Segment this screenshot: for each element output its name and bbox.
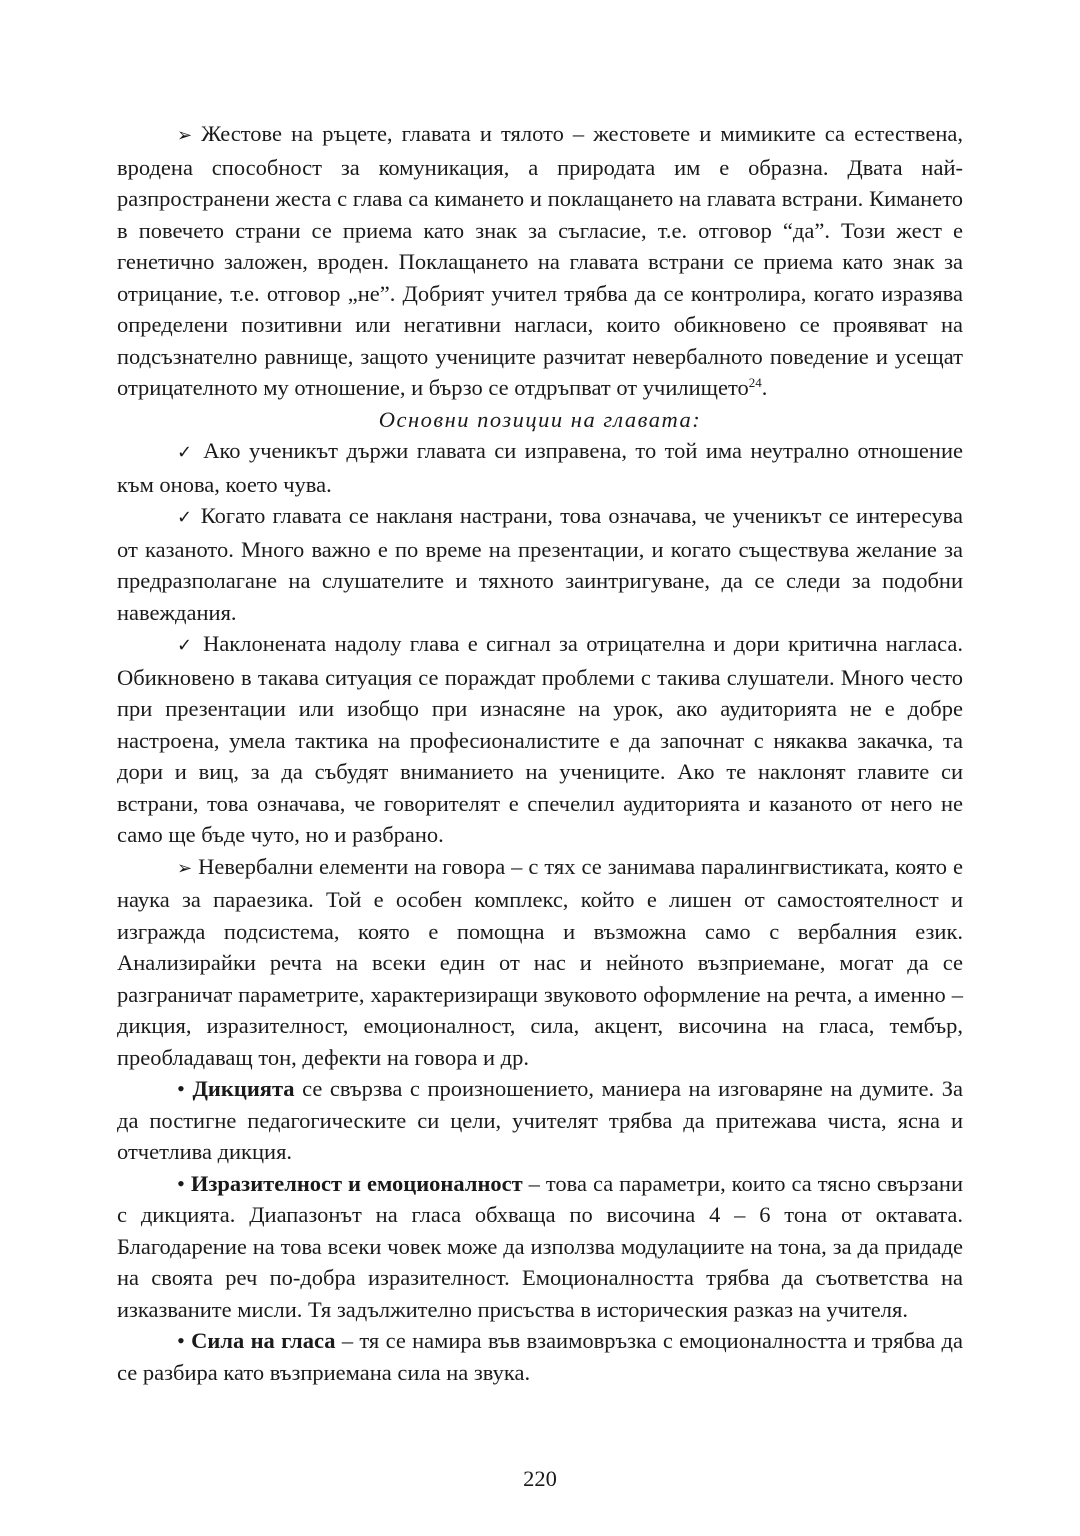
paragraph-text: – тя се намира във взаимовръзка с емоционалността и трябва да се разбира като възприемана сила на звука. [117,1328,963,1385]
arrow-bullet-icon: ➢ [177,125,193,146]
paragraph-gestures [117,118,963,404]
paragraph-text: Наклонената надолу глава е сигнал за отрицателна и дори критична нагласа. Обикновено в такава ситуация се пораждат проблеми с такива слушатели. Много често при презентации или изобщо при изнасяне на урок, ако аудиторията не е добре настроена, умела тактика на професионалистите е да започнат с някаква закачка, та дори и виц, за да събудят вниманието на учениците. Ако те наклонят главите си встрани, това означава, че говорителят е спечелил аудиторията и казаното от него не само ще бъде чуто, но и разбрано. [117,631,963,847]
paragraph-diction [117,1073,963,1168]
paragraph-text: Ако ученикът държи главата си изправена, то той има неутрално отношение към онова, което чува. [117,438,963,497]
paragraph-head-down [117,628,963,851]
paragraph-head-upright [117,435,963,500]
arrow-bullet-icon: ➢ [177,857,193,879]
check-bullet-icon: ✓ [177,635,195,656]
bullet-icon: • [177,1170,185,1196]
page-number: 220 [523,1466,557,1491]
check-bullet-icon: ✓ [177,442,195,463]
page-body [117,118,963,1388]
bullet-icon: • [177,1076,185,1101]
paragraph-expressiveness [117,1168,963,1326]
paragraph-text: Жестове на ръцете, главата и тялото – жестовете и мимиките са естествена, вродена способност за комуникация, а природата им е образна. Двата най-разпространени жеста с глава са кимането и поклащането на главата встрани. Кимането в повечето страни се приема като знак за съгласие, т.е. отговор “да”. Този жест е генетично заложен, вроден. Поклащането на главата встрани се приема като знак за отрицание, т.е. отговор „не”. Добрият учител трябва да се контролира, когато изразява определени позитивни или негативни нагласи, които обикновено се проявяват на подсъзнателно равнище, защото учениците разчитат невербалното поведение и усещат отрицателното му отношение, и бързо се отдръпват от училището [117,121,963,400]
term-bold: Дикцията [184,1076,295,1101]
paragraph-text: – това са параметри, които са тясно свързани с дикцията. Диапазонът на гласа обхваща по височина 4 – 6 тона от октавата. Благодарение на това всеки човек може да използва модулациите на тона, за да придаде на своята реч по-добра изразителност. Емоционалността трябва да съответства на изказваните мисли. Тя задължително присъства в историческия разказ на учителя. [117,1170,963,1322]
paragraph-paralinguistics [117,851,963,1074]
paragraph-tail: . [761,375,768,400]
paragraph-text: Невербални елементи на говора – с тях се занимава паралингвистиката, която е наука за параезика. Той е особен комплекс, който е лишен от самостоятелност и изгражда подсистема, която е помощна и възможна само с вербалния език. Анализирайки речта на всеки един от нас и нейното възприемане, могат да се разграничат параметрите, характеризиращи звуковото оформление на речта, а именно – дикция, изразителност, емоционалност, сила, акцент, височина на гласа, тембър, преобладаващ тон, дефекти на говора и др. [117,853,963,1070]
paragraph-text: Когато главата се накланя настрани, това означава, че ученикът се интересува от казаното. Много важно е по време на презентации, и когато съществува желание за предразполагане на слушателите и тяхното заинтригуване, да се следи за подобни навеждания. [117,503,963,625]
paragraph-text: се свързва с произношението, маниера на изговаряне на думите. За да постигне педагогическите си цели, учителят трябва да притежава чиста, ясна и отчетлива дикция. [117,1076,963,1164]
check-bullet-icon: ✓ [177,507,194,528]
paragraph-head-tilted [117,500,963,628]
paragraph-voice-strength [117,1325,963,1388]
term-bold: Изразителност и емоционалност [184,1170,523,1196]
section-subheading: Основни позиции на главата: [378,406,702,432]
footnote-reference: 24 [748,375,762,390]
term-bold: Сила на гласа [184,1328,336,1353]
bullet-icon: • [177,1328,185,1353]
